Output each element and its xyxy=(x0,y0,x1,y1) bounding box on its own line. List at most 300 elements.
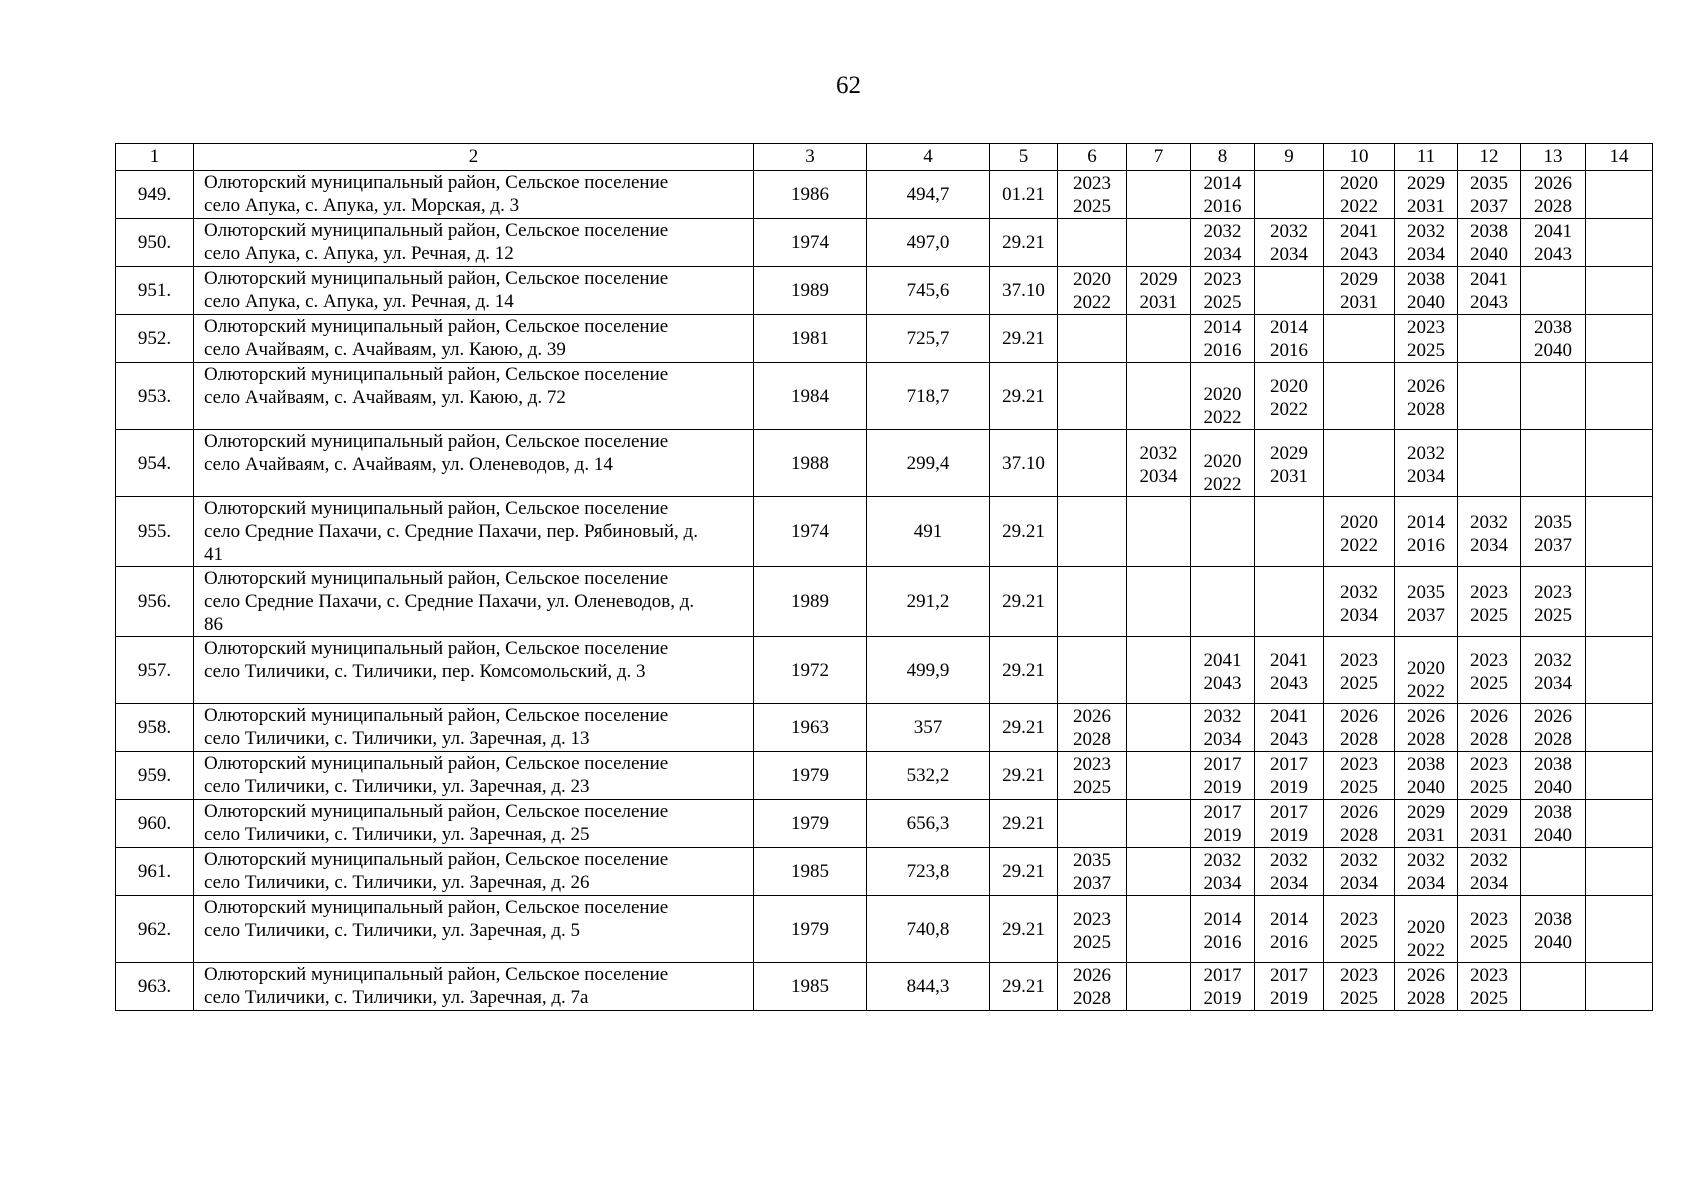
period-end-year: 2028 xyxy=(1407,728,1445,750)
row-number: 959. xyxy=(116,752,194,800)
period-range xyxy=(1255,705,1323,751)
period-range xyxy=(1324,964,1394,1010)
construction-year: 1985 xyxy=(754,848,867,896)
period-cell-col-7 xyxy=(1127,430,1191,497)
period-end-year: 2025 xyxy=(1340,987,1378,1009)
address-cell xyxy=(194,171,754,219)
address-line: село Тиличики, с. Тиличики, ул. Заречная, д. 5 xyxy=(204,920,581,941)
row-number: 961. xyxy=(116,848,194,896)
address-line: село Апука, с. Апука, ул. Морская, д. 3 xyxy=(204,195,520,216)
period-range xyxy=(1058,849,1126,895)
period-range xyxy=(1191,801,1254,847)
period-start-year: 2038 xyxy=(1407,268,1445,290)
period-cell-col-10 xyxy=(1324,848,1395,896)
period-start-year: 2032 xyxy=(1139,443,1178,464)
total-area: 844,3 xyxy=(867,963,990,1011)
period-start-year: 2023 xyxy=(1470,909,1508,930)
period-cell-col-6 xyxy=(1058,219,1127,267)
period-cell-col-7 xyxy=(1127,567,1191,637)
period-cell-col-10 xyxy=(1324,497,1395,567)
period-range xyxy=(1191,268,1254,314)
period-cell-col-6 xyxy=(1058,752,1127,800)
period-range xyxy=(1458,753,1520,799)
period-range xyxy=(1521,645,1585,695)
period-end-year: 2025 xyxy=(1534,604,1572,626)
period-start-year: 2026 xyxy=(1073,705,1111,727)
address-cell xyxy=(194,430,754,497)
period-cell-col-14 xyxy=(1586,430,1653,497)
period-cell-col-14 xyxy=(1586,171,1653,219)
period-end-year: 2040 xyxy=(1534,932,1572,953)
period-start-year: 2041 xyxy=(1270,705,1308,727)
period-cell-col-9 xyxy=(1255,752,1324,800)
period-cell-col-6 xyxy=(1058,363,1127,430)
period-cell-col-8 xyxy=(1191,315,1255,363)
period-start-year: 2032 xyxy=(1340,581,1378,603)
period-end-year: 2028 xyxy=(1470,728,1508,750)
period-cell-col-7 xyxy=(1127,315,1191,363)
period-range xyxy=(1324,705,1394,751)
row-number: 962. xyxy=(116,896,194,963)
period-range xyxy=(1255,849,1323,895)
table-row xyxy=(116,637,1653,704)
period-cell-col-12 xyxy=(1458,171,1521,219)
period-cell-col-11 xyxy=(1395,752,1458,800)
total-area: 357 xyxy=(867,704,990,752)
construction-year: 1972 xyxy=(754,637,867,704)
period-cell-col-8 xyxy=(1191,896,1255,963)
period-end-year: 2028 xyxy=(1534,728,1572,750)
period-start-year: 2020 xyxy=(1203,451,1242,472)
address-line: Олюторский муниципальный район, Сельское поселение xyxy=(204,705,669,726)
period-end-year: 2022 xyxy=(1073,291,1111,313)
period-start-year: 2020 xyxy=(1073,268,1111,290)
column-header-2: 2 xyxy=(194,144,754,171)
period-cell-col-6 xyxy=(1058,267,1127,315)
period-start-year: 2020 xyxy=(1340,172,1378,194)
period-cell-col-14 xyxy=(1586,637,1653,704)
period-cell-col-14 xyxy=(1586,315,1653,363)
period-cell-col-11 xyxy=(1395,219,1458,267)
period-start-year: 2026 xyxy=(1407,964,1445,986)
column-header-6: 6 xyxy=(1058,144,1127,171)
period-cell-col-6 xyxy=(1058,567,1127,637)
period-range xyxy=(1255,964,1323,1010)
period-start-year: 2032 xyxy=(1270,220,1308,242)
period-cell-col-7 xyxy=(1127,637,1191,704)
period-start-year: 2020 xyxy=(1407,658,1445,679)
address-line: Олюторский муниципальный район, Сельское поселение xyxy=(204,638,669,659)
period-start-year: 2014 xyxy=(1270,909,1308,930)
total-area: 299,4 xyxy=(867,430,990,497)
period-start-year: 2032 xyxy=(1270,849,1308,871)
period-cell-col-11 xyxy=(1395,171,1458,219)
address-line: Олюторский муниципальный район, Сельское поселение xyxy=(204,897,669,918)
period-end-year: 2025 xyxy=(1407,339,1445,361)
period-start-year: 2029 xyxy=(1407,172,1445,194)
period-range xyxy=(1395,371,1457,421)
period-cell-col-13 xyxy=(1521,704,1586,752)
column-header-7: 7 xyxy=(1127,144,1191,171)
period-end-year: 2043 xyxy=(1270,728,1308,750)
period-range xyxy=(1395,753,1457,799)
column-header-11: 11 xyxy=(1395,144,1458,171)
period-cell-col-12 xyxy=(1458,497,1521,567)
period-range xyxy=(1058,964,1126,1010)
period-start-year: 2035 xyxy=(1407,581,1445,603)
period-end-year: 2034 xyxy=(1203,243,1242,265)
address-line: село Апука, с. Апука, ул. Речная, д. 14 xyxy=(204,291,514,312)
total-area: 499,9 xyxy=(867,637,990,704)
code-cell: 29.21 xyxy=(990,315,1058,363)
address-line: село Тиличики, с. Тиличики, ул. Заречная, д. 23 xyxy=(204,776,590,797)
period-end-year: 2025 xyxy=(1470,987,1508,1009)
period-range xyxy=(1255,753,1323,799)
period-cell-col-12 xyxy=(1458,219,1521,267)
address-line: Олюторский муниципальный район, Сельское поселение xyxy=(204,498,669,519)
period-end-year: 2025 xyxy=(1340,932,1378,953)
period-cell-col-9 xyxy=(1255,637,1324,704)
table-row xyxy=(116,963,1653,1011)
period-range xyxy=(1191,904,1254,954)
period-range xyxy=(1395,268,1457,314)
period-start-year: 2017 xyxy=(1203,753,1242,775)
construction-year: 1979 xyxy=(754,752,867,800)
code-cell: 29.21 xyxy=(990,704,1058,752)
period-cell-col-6 xyxy=(1058,704,1127,752)
period-range xyxy=(1458,801,1520,847)
code-cell: 29.21 xyxy=(990,752,1058,800)
code-cell: 29.21 xyxy=(990,637,1058,704)
period-start-year: 2038 xyxy=(1470,220,1508,242)
period-cell-col-12 xyxy=(1458,963,1521,1011)
period-cell-col-13 xyxy=(1521,896,1586,963)
period-cell-col-13 xyxy=(1521,848,1586,896)
period-cell-col-11 xyxy=(1395,896,1458,963)
period-cell-col-6 xyxy=(1058,963,1127,1011)
total-area: 725,7 xyxy=(867,315,990,363)
period-start-year: 2032 xyxy=(1203,849,1242,871)
period-range xyxy=(1191,705,1254,751)
period-start-year: 2041 xyxy=(1340,220,1378,242)
period-range xyxy=(1324,577,1394,627)
period-range xyxy=(1521,801,1585,847)
period-range xyxy=(1395,801,1457,847)
address-cell xyxy=(194,497,754,567)
period-range xyxy=(1191,849,1254,895)
period-start-year: 2035 xyxy=(1534,511,1572,533)
construction-year: 1979 xyxy=(754,896,867,963)
period-end-year: 2019 xyxy=(1203,824,1242,846)
period-cell-col-10 xyxy=(1324,219,1395,267)
period-cell-col-12 xyxy=(1458,430,1521,497)
period-range xyxy=(1127,438,1190,488)
period-end-year: 2028 xyxy=(1073,987,1111,1009)
address-line: Олюторский муниципальный район, Сельское поселение xyxy=(204,568,669,589)
period-range xyxy=(1324,645,1394,695)
address-line: Олюторский муниципальный район, Сельское поселение xyxy=(204,172,669,193)
construction-year: 1984 xyxy=(754,363,867,430)
period-start-year: 2032 xyxy=(1340,849,1378,871)
table-row xyxy=(116,848,1653,896)
address-line: село Тиличики, с. Тиличики, ул. Заречная, д. 7а xyxy=(204,987,589,1008)
period-start-year: 2041 xyxy=(1270,650,1308,671)
period-end-year: 2022 xyxy=(1340,195,1378,217)
period-cell-col-14 xyxy=(1586,800,1653,848)
period-range xyxy=(1127,268,1190,314)
construction-year: 1963 xyxy=(754,704,867,752)
period-start-year: 2023 xyxy=(1073,753,1111,775)
period-cell-col-8 xyxy=(1191,704,1255,752)
address-line: село Тиличики, с. Тиличики, ул. Заречная, д. 26 xyxy=(204,872,590,893)
period-cell-col-13 xyxy=(1521,963,1586,1011)
address-cell xyxy=(194,315,754,363)
total-area: 497,0 xyxy=(867,219,990,267)
period-start-year: 2041 xyxy=(1534,220,1572,242)
period-end-year: 2031 xyxy=(1407,824,1445,846)
period-end-year: 2043 xyxy=(1270,673,1308,694)
period-range xyxy=(1324,904,1394,954)
period-start-year: 2032 xyxy=(1203,705,1242,727)
period-cell-col-14 xyxy=(1586,363,1653,430)
period-range xyxy=(1324,220,1394,266)
address-line: село Тиличики, с. Тиличики, пер. Комсомольский, д. 3 xyxy=(204,661,646,682)
period-start-year: 2026 xyxy=(1407,705,1445,727)
period-cell-col-9 xyxy=(1255,704,1324,752)
period-cell-col-8 xyxy=(1191,171,1255,219)
address-cell xyxy=(194,637,754,704)
period-cell-col-6 xyxy=(1058,171,1127,219)
period-end-year: 2025 xyxy=(1470,932,1508,953)
header-row xyxy=(116,144,1653,171)
construction-year: 1979 xyxy=(754,800,867,848)
period-range xyxy=(1058,705,1126,751)
period-cell-col-11 xyxy=(1395,800,1458,848)
period-cell-col-10 xyxy=(1324,315,1395,363)
period-cell-col-13 xyxy=(1521,171,1586,219)
address-cell xyxy=(194,567,754,637)
period-cell-col-14 xyxy=(1586,752,1653,800)
period-range xyxy=(1458,220,1520,266)
period-cell-col-12 xyxy=(1458,896,1521,963)
period-range xyxy=(1324,172,1394,218)
table-header xyxy=(116,144,1653,171)
page-number: 62 xyxy=(836,72,861,99)
column-header-12: 12 xyxy=(1458,144,1521,171)
period-end-year: 2034 xyxy=(1340,604,1378,626)
column-header-5: 5 xyxy=(990,144,1058,171)
period-start-year: 2026 xyxy=(1534,705,1572,727)
period-cell-col-12 xyxy=(1458,848,1521,896)
period-start-year: 2026 xyxy=(1073,964,1111,986)
period-end-year: 2043 xyxy=(1470,291,1508,313)
period-range xyxy=(1458,577,1520,627)
total-area: 740,8 xyxy=(867,896,990,963)
column-header-8: 8 xyxy=(1191,144,1255,171)
period-end-year: 2025 xyxy=(1470,776,1508,798)
period-end-year: 2022 xyxy=(1270,399,1308,420)
table-row xyxy=(116,800,1653,848)
address-cell xyxy=(194,963,754,1011)
period-range xyxy=(1521,904,1585,954)
table-row xyxy=(116,219,1653,267)
period-cell-col-10 xyxy=(1324,171,1395,219)
period-range xyxy=(1255,220,1323,266)
table-row xyxy=(116,752,1653,800)
row-number: 954. xyxy=(116,430,194,497)
period-range xyxy=(1458,507,1520,557)
period-range xyxy=(1255,371,1323,421)
address-line: Олюторский муниципальный район, Сельское поселение xyxy=(204,364,669,385)
construction-year: 1989 xyxy=(754,267,867,315)
period-cell-col-13 xyxy=(1521,497,1586,567)
period-end-year: 2034 xyxy=(1407,872,1445,894)
period-cell-col-9 xyxy=(1255,800,1324,848)
period-start-year: 2020 xyxy=(1407,917,1445,938)
period-cell-col-11 xyxy=(1395,963,1458,1011)
period-end-year: 2040 xyxy=(1470,243,1508,265)
total-area: 723,8 xyxy=(867,848,990,896)
period-start-year: 2017 xyxy=(1270,753,1308,775)
period-end-year: 2016 xyxy=(1203,339,1242,361)
period-end-year: 2016 xyxy=(1407,534,1445,556)
period-cell-col-7 xyxy=(1127,752,1191,800)
period-cell-col-9 xyxy=(1255,848,1324,896)
period-cell-col-8 xyxy=(1191,963,1255,1011)
period-end-year: 2040 xyxy=(1534,776,1572,798)
period-end-year: 2025 xyxy=(1203,291,1242,313)
period-cell-col-12 xyxy=(1458,267,1521,315)
period-end-year: 2040 xyxy=(1407,291,1445,313)
period-cell-col-9 xyxy=(1255,430,1324,497)
total-area: 291,2 xyxy=(867,567,990,637)
period-cell-col-13 xyxy=(1521,800,1586,848)
period-cell-col-11 xyxy=(1395,567,1458,637)
address-line: Олюторский муниципальный район, Сельское поселение xyxy=(204,431,669,452)
period-end-year: 2016 xyxy=(1270,339,1308,361)
period-cell-col-12 xyxy=(1458,800,1521,848)
period-cell-col-14 xyxy=(1586,267,1653,315)
column-header-1: 1 xyxy=(116,144,194,171)
period-cell-col-11 xyxy=(1395,848,1458,896)
period-cell-col-12 xyxy=(1458,363,1521,430)
period-end-year: 2034 xyxy=(1139,466,1178,487)
period-start-year: 2038 xyxy=(1534,801,1572,823)
period-cell-col-9 xyxy=(1255,267,1324,315)
period-start-year: 2017 xyxy=(1270,801,1308,823)
period-end-year: 2025 xyxy=(1340,776,1378,798)
code-cell: 29.21 xyxy=(990,219,1058,267)
period-end-year: 2034 xyxy=(1534,673,1572,694)
period-cell-col-11 xyxy=(1395,497,1458,567)
column-header-10: 10 xyxy=(1324,144,1395,171)
period-start-year: 2032 xyxy=(1407,849,1445,871)
period-start-year: 2032 xyxy=(1407,443,1445,464)
table-row xyxy=(116,430,1653,497)
period-cell-col-14 xyxy=(1586,567,1653,637)
period-cell-col-6 xyxy=(1058,800,1127,848)
period-start-year: 2023 xyxy=(1470,650,1508,671)
row-number: 949. xyxy=(116,171,194,219)
total-area: 745,6 xyxy=(867,267,990,315)
period-start-year: 2032 xyxy=(1470,511,1508,533)
period-range xyxy=(1255,316,1323,362)
period-cell-col-8 xyxy=(1191,848,1255,896)
period-range xyxy=(1255,904,1323,954)
period-start-year: 2029 xyxy=(1340,268,1378,290)
period-end-year: 2028 xyxy=(1407,987,1445,1009)
row-number: 952. xyxy=(116,315,194,363)
period-range xyxy=(1521,577,1585,627)
column-header-9: 9 xyxy=(1255,144,1324,171)
period-cell-col-7 xyxy=(1127,800,1191,848)
period-cell-col-9 xyxy=(1255,497,1324,567)
period-end-year: 2037 xyxy=(1407,604,1445,626)
period-cell-col-11 xyxy=(1395,430,1458,497)
period-range xyxy=(1521,172,1585,218)
period-range xyxy=(1191,430,1254,496)
period-range xyxy=(1191,753,1254,799)
address-line: Олюторский муниципальный район, Сельское поселение xyxy=(204,316,669,337)
period-start-year: 2026 xyxy=(1340,705,1378,727)
code-cell: 29.21 xyxy=(990,896,1058,963)
period-cell-col-7 xyxy=(1127,267,1191,315)
period-start-year: 2020 xyxy=(1270,376,1308,397)
row-number: 955. xyxy=(116,497,194,567)
period-cell-col-13 xyxy=(1521,430,1586,497)
address-line: село Тиличики, с. Тиличики, ул. Заречная, д. 13 xyxy=(204,728,590,749)
period-start-year: 2014 xyxy=(1270,316,1308,338)
row-number: 950. xyxy=(116,219,194,267)
period-cell-col-6 xyxy=(1058,896,1127,963)
period-cell-col-9 xyxy=(1255,171,1324,219)
period-range xyxy=(1458,268,1520,314)
period-range xyxy=(1395,172,1457,218)
period-cell-col-11 xyxy=(1395,315,1458,363)
period-cell-col-12 xyxy=(1458,704,1521,752)
period-cell-col-10 xyxy=(1324,637,1395,704)
construction-year: 1981 xyxy=(754,315,867,363)
period-start-year: 2023 xyxy=(1073,172,1111,194)
period-cell-col-10 xyxy=(1324,430,1395,497)
table-row xyxy=(116,363,1653,430)
address-line: 86 xyxy=(204,614,223,635)
period-end-year: 2016 xyxy=(1270,932,1308,953)
period-range xyxy=(1255,438,1323,488)
address-line: село Ачайваям, с. Ачайваям, ул. Каюю, д. 39 xyxy=(204,339,566,360)
period-end-year: 2025 xyxy=(1073,195,1111,217)
period-cell-col-10 xyxy=(1324,896,1395,963)
total-area: 656,3 xyxy=(867,800,990,848)
address-cell xyxy=(194,219,754,267)
period-range xyxy=(1058,904,1126,954)
period-end-year: 2040 xyxy=(1534,824,1572,846)
period-range xyxy=(1058,753,1126,799)
period-end-year: 2016 xyxy=(1203,195,1242,217)
address-line: Олюторский муниципальный район, Сельское поселение xyxy=(204,753,669,774)
period-cell-col-7 xyxy=(1127,963,1191,1011)
address-line: село Средние Пахачи, с. Средние Пахачи, ул. Оленеводов, д. xyxy=(204,591,695,612)
period-start-year: 2023 xyxy=(1470,964,1508,986)
address-line: село Ачайваям, с. Ачайваям, ул. Оленеводов, д. 14 xyxy=(204,454,613,475)
period-end-year: 2031 xyxy=(1270,466,1308,487)
construction-year: 1986 xyxy=(754,171,867,219)
row-number: 957. xyxy=(116,637,194,704)
row-number: 960. xyxy=(116,800,194,848)
address-cell xyxy=(194,267,754,315)
period-range xyxy=(1395,577,1457,627)
address-cell xyxy=(194,896,754,963)
